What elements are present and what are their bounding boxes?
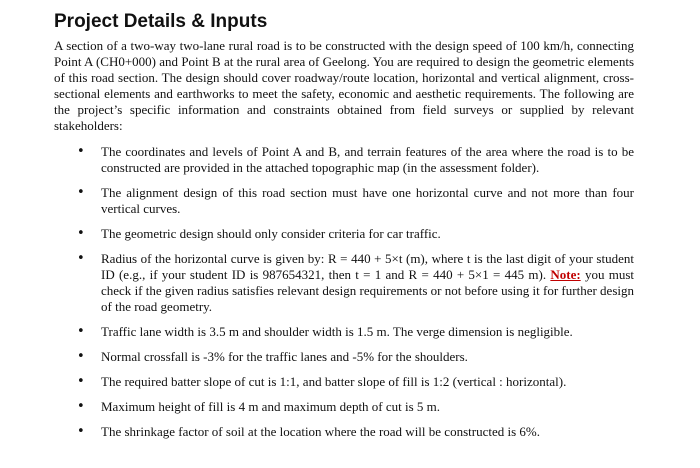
list-item — [54, 185, 634, 217]
list-item-text: The required batter slope of cut is 1:1, and batter slope of fill is 1:2 (vertical : horizontal). — [101, 374, 567, 389]
bullet-icon: • — [77, 424, 85, 439]
bullet-icon: • — [77, 374, 85, 389]
list-item-text: Traffic lane width is 3.5 m and shoulder width is 1.5 m. The verge dimension is negligible. — [101, 324, 573, 339]
intro-paragraph: A section of a two-way two-lane rural road is to be constructed with the design speed of 100 km/h, connecting Point A (CH0+000) and Point B at the rural area of Geelong. You are required to design the geometric elements of this road section. The design should cover roadway/route location, horizontal and vertical alignment, cross-sectional elements and earthworks to meet the safety, economic and aesthetic requirements. The following are the project’s specific information and constraints obtained from field surveys or supplied by relevant stakeholders: — [54, 38, 634, 133]
document-page — [54, 10, 634, 449]
bullet-icon: • — [77, 226, 85, 241]
list-item — [54, 226, 634, 242]
list-item — [54, 399, 634, 415]
list-item — [54, 349, 634, 365]
list-item-text: The coordinates and levels of Point A and B, and terrain features of the area where the road is to be constructed are provided in the attached topographic map (in the assessment folder). — [101, 144, 634, 175]
list-item — [54, 424, 634, 440]
bullet-icon: • — [77, 144, 85, 159]
list-item — [54, 144, 634, 176]
bullet-icon: • — [77, 324, 85, 339]
list-item-text: Maximum height of fill is 4 m and maximum depth of cut is 5 m. — [101, 399, 441, 414]
list-item-text: The geometric design should only consider criteria for car traffic. — [101, 226, 441, 241]
bullet-icon: • — [77, 399, 85, 414]
note-label: Note: — [550, 267, 581, 282]
list-item — [54, 251, 634, 315]
bullet-icon: • — [77, 349, 85, 364]
list-item — [54, 374, 634, 390]
list-item — [54, 324, 634, 340]
list-item-text-before-note: Radius of the horizontal curve is given by: R = 440 + 5×t (m), where t is the last digit of your student ID (e.g., if your student ID is 987654321, then t = 1 and R = 440 + 5×1 = 445 m). — [101, 251, 634, 282]
list-item-text: The shrinkage factor of soil at the location where the road will be constructed is 6%. — [101, 424, 540, 439]
list-item-text-after-note: you must check if the given radius satisfies relevant design requirements or not before using it for further design of the road geometry. — [101, 267, 634, 314]
page-title: Project Details & Inputs — [54, 11, 268, 32]
bullet-icon: • — [77, 251, 85, 266]
list-item-text: Normal crossfall is -3% for the traffic lanes and -5% for the shoulders. — [101, 349, 468, 364]
bullet-icon: • — [77, 185, 85, 200]
list-item-text: The alignment design of this road section must have one horizontal curve and not more than four vertical curves. — [101, 185, 634, 216]
requirements-list — [54, 144, 634, 440]
